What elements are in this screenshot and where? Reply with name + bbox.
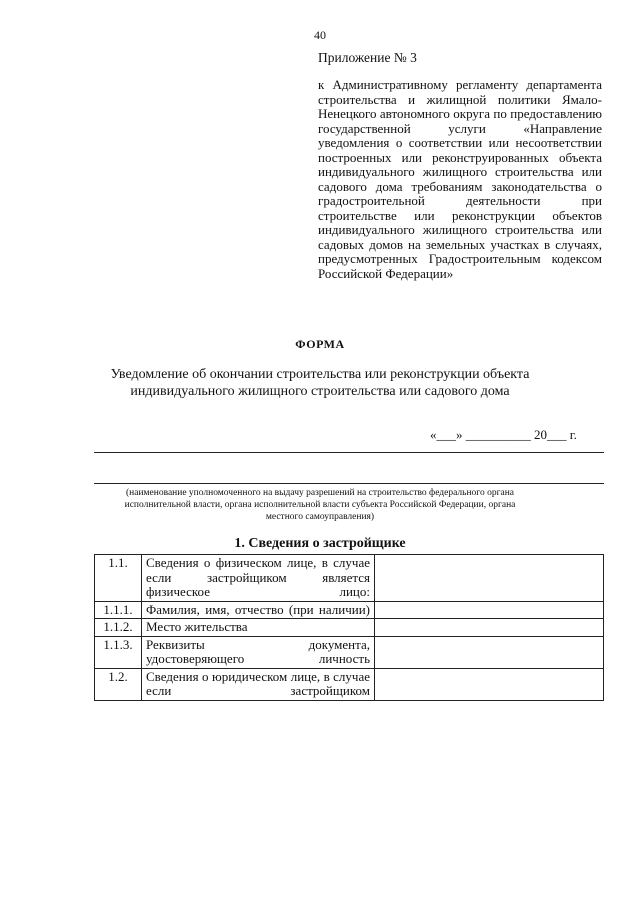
recipient-line-2 xyxy=(94,483,604,484)
row-number: 1.1.3. xyxy=(95,636,142,668)
row-description: Сведения о физическом лице, в случае если застройщиком является физическое лицо: xyxy=(142,555,375,602)
row-number: 1.1.1. xyxy=(95,601,142,619)
row-description: Реквизиты документа, удостоверяющего личность xyxy=(142,636,375,668)
row-value-cell xyxy=(375,636,604,668)
table-row xyxy=(95,619,604,637)
table-row xyxy=(95,601,604,619)
row-number: 1.1. xyxy=(95,555,142,602)
table-row xyxy=(95,636,604,668)
page-number: 40 xyxy=(314,28,326,42)
document-title: Уведомление об окончании строительства или реконструкции объекта индивидуального жилищного строительства или садового дома xyxy=(110,367,530,399)
row-value-cell xyxy=(375,619,604,637)
appendix-title: Приложение № 3 xyxy=(318,50,417,65)
recipient-line-1 xyxy=(94,452,604,453)
table-row xyxy=(95,555,604,602)
row-number: 1.2. xyxy=(95,668,142,700)
recipient-caption: (наименование уполномоченного на выдачу разрешений на строительство федерального органа исполнительной власти, органа исполнительной власти субъекта Российской Федерации, органа местного самоуправления) xyxy=(124,488,516,522)
row-number: 1.1.2. xyxy=(95,619,142,637)
row-value-cell xyxy=(375,555,604,602)
row-value-cell xyxy=(375,668,604,700)
row-description: Место жительства xyxy=(142,619,375,637)
row-description: Сведения о юридическом лице, в случае если застройщиком xyxy=(142,668,375,700)
row-value-cell xyxy=(375,601,604,619)
row-description: Фамилия, имя, отчество (при наличии) xyxy=(142,601,375,619)
form-label: ФОРМА xyxy=(295,337,345,351)
developer-info-table xyxy=(94,554,604,701)
appendix-text: к Административному регламенту департамента строительства и жилищной политики Ямало-Ненецкого автономного округа по предоставлению государственной услуги «Направление уведомления о соответствии или несоответствии построенных или реконструированных объекта индивидуального жилищного строительства или садового дома требованиям законодательства о градостроительной деятельности при строительстве или реконструкции объектов индивидуального жилищного строительства или садовых домов на земельных участках в случаях, предусмотренных Градостроительным кодексом Российской Федерации» xyxy=(318,77,602,281)
date-line: «___» __________ 20___ г. xyxy=(430,427,577,442)
table-row xyxy=(95,668,604,700)
section-heading: 1. Сведения о застройщике xyxy=(234,536,406,551)
